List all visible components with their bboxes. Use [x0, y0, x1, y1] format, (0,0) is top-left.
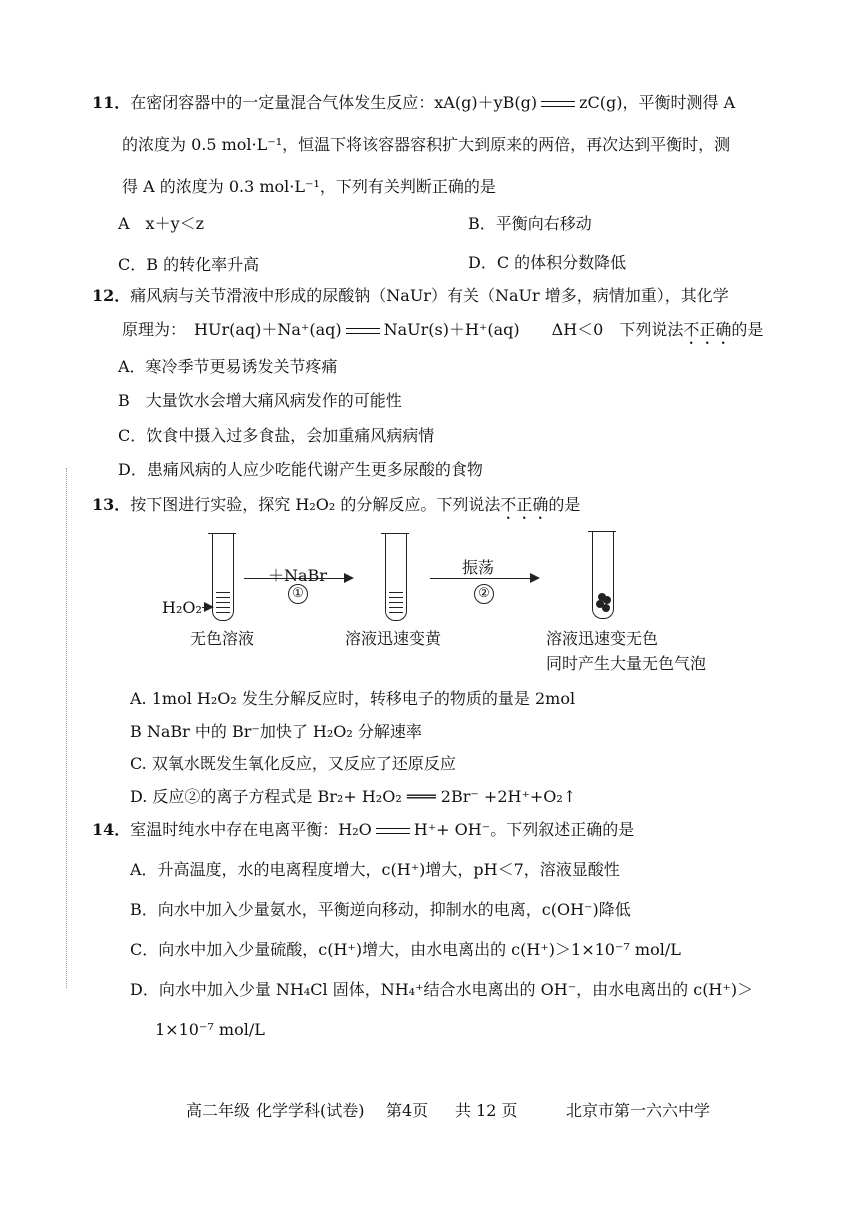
gas-bubble-icon: [602, 604, 610, 612]
footer-grade: 高二年级: [186, 1101, 251, 1120]
caption-colorless-solution: 无色溶液: [190, 629, 255, 648]
footer-page: 第4页: [386, 1101, 429, 1120]
q11-option-a: A x＋y＜z: [118, 214, 205, 233]
q11-option-d: D．C 的体积分数降低: [468, 253, 627, 272]
q14-option-d-line2: 1×10⁻⁷ mol/L: [155, 1020, 265, 1039]
q11-stem-line2: 的浓度为 0.5 mol·L⁻¹，恒温下将该容器容积扩大到原来的两倍，再次达到平衡时，测: [122, 135, 731, 154]
q13-option-b: B NaBr 中的 Br⁻加快了 H₂O₂ 分解速率: [130, 722, 422, 741]
q12-stem-part1: 原理为： HUr(aq)＋Na⁺(aq): [122, 320, 342, 339]
q13-number: 13．: [92, 495, 131, 514]
q11-stem-line1: [92, 92, 735, 114]
q11-stem-line3: 得 A 的浓度为 0.3 mol·L⁻¹，下列有关判断正确的是: [122, 177, 496, 196]
footer-school: 北京市第一六六中学: [566, 1101, 711, 1120]
q13-stem-part1: 按下图进行实验，探究 H₂O₂ 的分解反应。下列说法: [130, 495, 501, 514]
q11-option-c: C．B 的转化率升高: [118, 255, 260, 274]
q12-stem-line1: [92, 285, 729, 307]
q14-option-a: A．升高温度，水的电离程度增大，c(H⁺)增大，pH＜7，溶液显酸性: [130, 860, 620, 879]
liquid: [389, 592, 403, 616]
q14-option-c: C．向水中加入少量硫酸，c(H⁺)增大，由水电离出的 c(H⁺)＞1×10⁻⁷ mol/L: [130, 940, 681, 959]
q11-stem-part1: 在密闭容器中的一定量混合气体发生反应：xA(g)＋yB(g): [130, 93, 538, 112]
q12-stem-line1-text: 痛风病与关节滑液中形成的尿酸钠（NaUr）有关（NaUr 增多，病情加重），其化学: [130, 286, 729, 305]
step1-number: ①: [288, 584, 308, 604]
q14-number: 14．: [92, 820, 131, 839]
q11-number: 11．: [92, 93, 131, 112]
footer-total: 共 12 页: [455, 1101, 518, 1120]
q12-option-d: D．患痛风病的人应少吃能代谢产生更多尿酸的食物: [118, 460, 483, 479]
q12-stem-line2: [122, 319, 763, 348]
q14-option-b: B．向水中加入少量氨水，平衡逆向移动，抑制水的电离，c(OH⁻)降低: [130, 900, 631, 919]
step2-label: 振荡: [462, 558, 495, 577]
caption-turns-yellow: 溶液迅速变黄: [345, 629, 442, 648]
caption-turns-colorless: 溶液迅速变无色: [546, 629, 659, 648]
step1-label: ＋NaBr: [268, 566, 327, 585]
q13-emphasis-text: 不正确: [500, 495, 549, 514]
q13-option-a: A. 1mol H₂O₂ 发生分解反应时，转移电子的物质的量是 2mol: [130, 689, 576, 708]
q12-option-c: C．饮食中摄入过多食盐，会加重痛风病病情: [118, 426, 435, 445]
test-tube-1: [212, 534, 234, 621]
reagent-label: H₂O₂: [162, 598, 202, 617]
q12-stem-part2: NaUr(s)＋H⁺(aq) ΔH＜0 下列说法: [383, 320, 684, 339]
q13-option-d: D. 反应②的离子方程式是 Br₂+ H₂O₂ ═══ 2Br⁻ +2H⁺+O₂↑: [130, 787, 577, 806]
q14-stem-part2: H⁺+ OH⁻。下列叙述正确的是: [413, 820, 635, 839]
equilibrium-arrow-icon: [376, 826, 410, 836]
step2-number: ②: [474, 584, 494, 604]
liquid: [216, 592, 230, 616]
q13-option-c: C. 双氧水既发生氧化反应，又反应了还原反应: [130, 754, 456, 773]
q12-option-b: B 大量饮水会增大痛风病发作的可能性: [118, 391, 402, 410]
margin-dotted-line: [66, 468, 67, 988]
q13-stem: [92, 494, 580, 523]
footer-subject: 化学学科(试卷): [256, 1101, 365, 1120]
q12-number: 12．: [92, 286, 131, 305]
q12-stem-part3: 的是: [731, 320, 764, 339]
gas-bubble-icon: [603, 596, 611, 604]
caption-gas-bubbles: 同时产生大量无色气泡: [546, 654, 707, 673]
q11-stem-part2: zC(g)，平衡时测得 A: [579, 93, 736, 112]
q13-stem-part2: 的是: [548, 495, 581, 514]
q14-stem-part1: 室温时纯水中存在电离平衡：H₂O: [130, 820, 372, 839]
equilibrium-arrow-icon: [541, 99, 575, 109]
test-tube-2: [385, 534, 407, 621]
equilibrium-arrow-icon: [346, 326, 380, 336]
step1-arrow-icon: [244, 578, 352, 579]
step2-arrow-icon: [430, 578, 538, 579]
q14-stem: [92, 819, 634, 841]
q11-option-b: B．平衡向右移动: [468, 214, 592, 233]
q12-option-a: A．寒冷季节更易诱发关节疼痛: [118, 357, 338, 376]
q14-option-d-line1: D．向水中加入少量 NH₄Cl 固体，NH₄⁺结合水电离出的 OH⁻，由水电离出的 c(H⁺)＞: [130, 980, 754, 999]
test-tube-3: [592, 532, 614, 619]
q12-emphasis-text: 不正确: [683, 320, 732, 339]
label-pointer: [202, 607, 212, 608]
